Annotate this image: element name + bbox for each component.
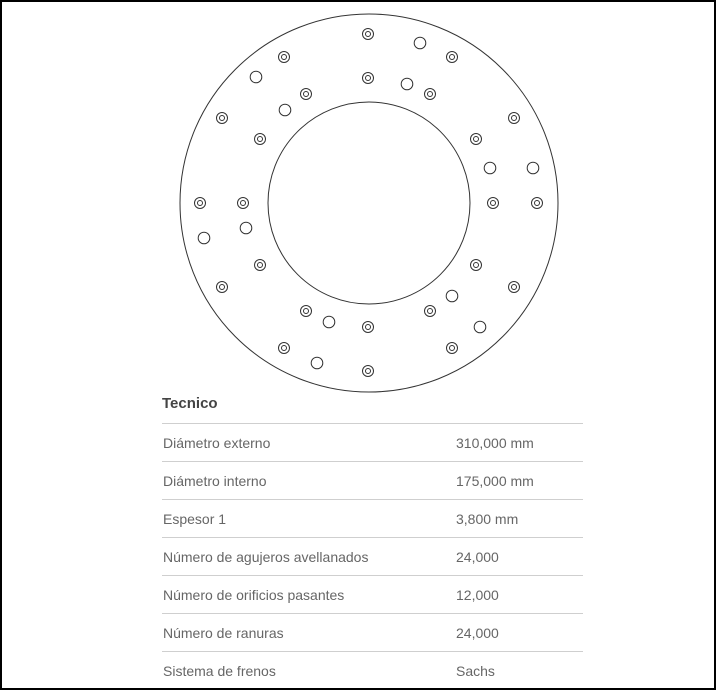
- spec-label: Número de agujeros avellanados: [163, 549, 369, 565]
- through-hole: [323, 316, 335, 328]
- spec-value: 310,000 mm: [456, 435, 534, 451]
- countersunk-hole: [532, 198, 543, 209]
- through-hole: [401, 78, 413, 90]
- countersunk-hole: [279, 343, 290, 354]
- spec-label: Diámetro externo: [163, 435, 271, 451]
- countersunk-hole-bore: [450, 346, 455, 351]
- countersunk-hole: [425, 89, 436, 100]
- spec-label: Diámetro interno: [163, 473, 267, 489]
- spec-value: 175,000 mm: [456, 473, 534, 489]
- countersunk-hole-bore: [258, 137, 263, 142]
- countersunk-hole-bore: [282, 346, 287, 351]
- spec-row: [162, 538, 583, 576]
- spec-row: [162, 576, 583, 614]
- spec-label: Espesor 1: [163, 511, 227, 527]
- countersunk-hole-bore: [535, 201, 540, 206]
- through-hole: [311, 357, 323, 369]
- countersunk-hole: [488, 198, 499, 209]
- countersunk-hole: [279, 52, 290, 63]
- spec-value: 3,800 mm: [456, 511, 519, 527]
- countersunk-hole-bore: [491, 201, 496, 206]
- through-hole: [414, 37, 426, 49]
- countersunk-hole: [217, 282, 228, 293]
- countersunk-hole-bore: [304, 309, 309, 314]
- spec-value: Sachs: [456, 663, 495, 679]
- specs-title: Tecnico: [162, 390, 583, 424]
- spec-label: Número de orificios pasantes: [163, 587, 345, 603]
- countersunk-hole-bore: [450, 55, 455, 60]
- countersunk-hole: [425, 306, 436, 317]
- countersunk-hole: [217, 113, 228, 124]
- countersunk-hole: [301, 89, 312, 100]
- countersunk-hole-bore: [428, 92, 433, 97]
- spec-label: Número de ranuras: [163, 625, 284, 641]
- countersunk-hole-bore: [241, 201, 246, 206]
- through-hole: [484, 162, 496, 174]
- spec-row: [162, 424, 583, 462]
- through-hole: [240, 222, 252, 234]
- countersunk-hole-bore: [366, 32, 371, 37]
- through-hole: [474, 321, 486, 333]
- countersunk-hole: [447, 52, 458, 63]
- disc-outer-edge: [180, 14, 558, 392]
- countersunk-hole: [195, 198, 206, 209]
- countersunk-hole-bore: [282, 55, 287, 60]
- countersunk-hole: [363, 73, 374, 84]
- countersunk-hole-bore: [366, 76, 371, 81]
- countersunk-hole: [255, 134, 266, 145]
- countersunk-hole-bore: [220, 285, 225, 290]
- countersunk-hole-bore: [366, 325, 371, 330]
- spec-value: 12,000: [456, 587, 499, 603]
- countersunk-hole: [509, 282, 520, 293]
- spec-row: [162, 614, 583, 652]
- spec-row: [162, 500, 583, 538]
- countersunk-hole-bore: [366, 369, 371, 374]
- countersunk-hole-bore: [304, 92, 309, 97]
- countersunk-hole: [363, 366, 374, 377]
- countersunk-hole-bore: [474, 137, 479, 142]
- through-hole: [446, 290, 458, 302]
- spec-label: Sistema de frenos: [163, 663, 276, 679]
- through-hole: [527, 162, 539, 174]
- countersunk-hole: [509, 113, 520, 124]
- countersunk-hole-bore: [428, 309, 433, 314]
- spec-value: 24,000: [456, 549, 499, 565]
- countersunk-hole: [471, 134, 482, 145]
- countersunk-hole-bore: [474, 263, 479, 268]
- countersunk-hole: [301, 306, 312, 317]
- disc-inner-edge: [268, 102, 470, 304]
- countersunk-hole: [363, 322, 374, 333]
- spec-value: 24,000: [456, 625, 499, 641]
- countersunk-hole: [471, 260, 482, 271]
- spec-row: [162, 652, 583, 689]
- through-hole: [279, 104, 291, 116]
- countersunk-hole-bore: [512, 116, 517, 121]
- countersunk-hole-bore: [258, 263, 263, 268]
- spec-row: [162, 462, 583, 500]
- brake-disc-drawing: [172, 6, 566, 400]
- countersunk-hole: [255, 260, 266, 271]
- through-hole: [198, 232, 210, 244]
- countersunk-hole-bore: [198, 201, 203, 206]
- countersunk-hole: [363, 29, 374, 40]
- through-hole: [250, 71, 262, 83]
- countersunk-hole: [238, 198, 249, 209]
- countersunk-hole-bore: [512, 285, 517, 290]
- countersunk-hole-bore: [220, 116, 225, 121]
- countersunk-hole: [447, 343, 458, 354]
- technical-specs: [162, 390, 583, 689]
